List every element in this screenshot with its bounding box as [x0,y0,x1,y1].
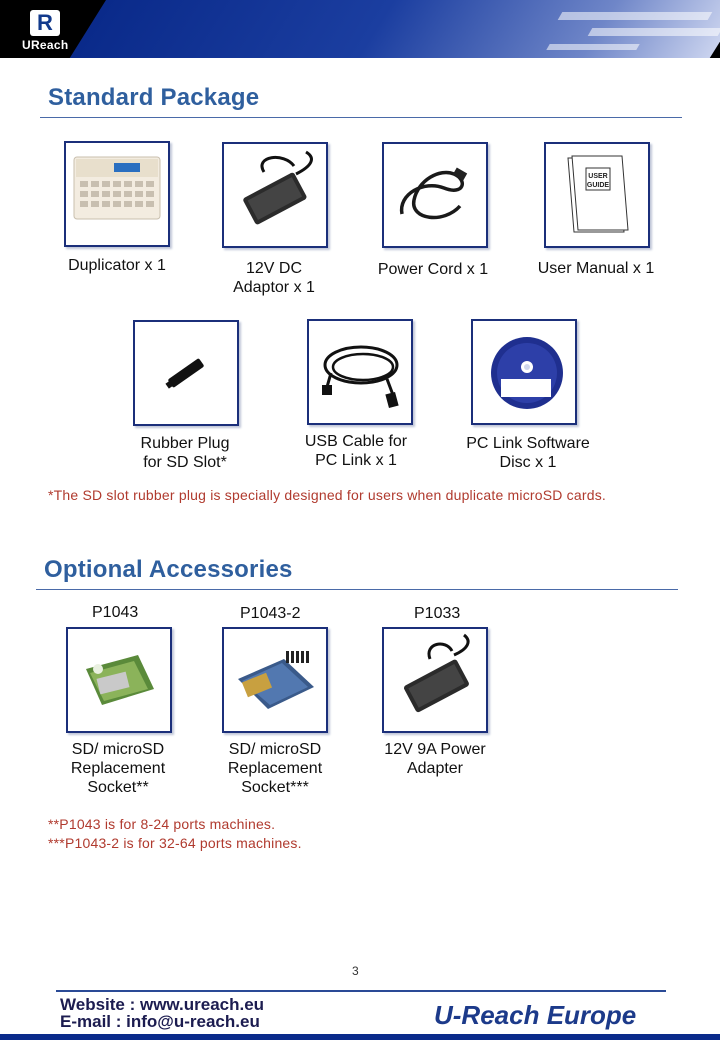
rubber-plug-icon [135,322,237,424]
page-number: 3 [352,964,359,978]
usb-cable-caption: USB Cable for PC Link x 1 [304,433,408,469]
duplicator-thumb [64,141,170,247]
footer-brand: U-Reach Europe [434,1000,637,1030]
optional-accessories-title: Optional Accessories [44,556,293,583]
power-cord-icon [384,144,486,246]
sd-socket-board-caption: SD/ microSD Replacement Socket*** [227,741,323,796]
rubber-plug-thumb [133,320,239,426]
power-cord-thumb [382,142,488,248]
power-adapter-icon [384,629,486,731]
section-divider [40,117,682,118]
footer-website[interactable]: Website : www.ureach.eu [60,995,265,1014]
rubber-plug-note: *The SD slot rubber plug is specially designed for users when duplicate microSD cards. [48,487,607,503]
usb-cable-icon [309,321,411,423]
user-manual-icon [546,144,648,246]
usb-cable-thumb [307,319,413,425]
section-divider [36,589,678,590]
user-manual-thumb [544,142,650,248]
power-adapter-icon [224,144,326,246]
part-number: P1043 [92,604,139,621]
p1043-note: **P1043 is for 8-24 ports machines. [48,816,276,832]
footer-bar [0,1034,720,1040]
header-banner [0,0,720,58]
dc-adaptor-thumb [222,142,328,248]
part-number: P1033 [414,605,461,622]
footer-divider [56,990,666,992]
sd-socket-board-thumb [222,627,328,733]
software-disc-caption: PC Link Software Disc x 1 [466,435,590,471]
software-disc-thumb [471,319,577,425]
software-disc-icon [473,321,575,423]
svg-text:GUIDE: GUIDE [586,182,610,189]
sd-socket-caption: SD/ microSD Replacement Socket** [70,741,166,796]
sd-socket-thumb [66,627,172,733]
logo-text: UReach [22,38,69,52]
dc-adaptor-caption: 12V DC Adaptor x 1 [233,260,315,296]
sd-socket-icon [68,629,170,731]
power-adapter-caption: 12V 9A Power Adapter [384,741,486,777]
part-number: P1043-2 [240,605,301,622]
sd-socket-board-icon [224,629,326,731]
standard-package-title: Standard Package [48,84,260,111]
user-manual-caption: User Manual x 1 [537,260,655,277]
rubber-plug-caption: Rubber Plug for SD Slot* [140,435,230,471]
p1043-2-note: ***P1043-2 is for 32-64 ports machines. [48,835,302,851]
duplicator-caption: Duplicator x 1 [68,257,166,274]
power-adapter-thumb [382,627,488,733]
ureach-logo-icon: R [30,10,60,36]
svg-text:USER: USER [588,173,608,180]
duplicator-icon [66,143,168,245]
footer-email[interactable]: E-mail : info@u-reach.eu [60,1012,260,1031]
power-cord-caption: Power Cord x 1 [377,261,489,278]
